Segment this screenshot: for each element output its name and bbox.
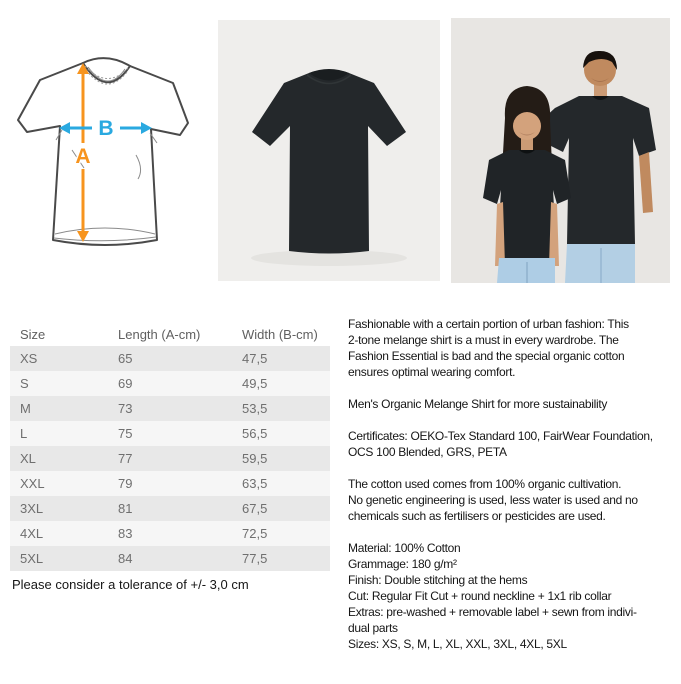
column-header-width: Width (B-cm)	[242, 326, 318, 342]
length-cell: 73	[118, 401, 133, 416]
column-header-length: Length (A-cm)	[118, 326, 201, 342]
table-row	[10, 396, 330, 421]
description-paragraph: Certificates: OEKO-Tex Standard 100, FairWear Foundation, OCS 100 Blended, GRS, PETA	[348, 429, 653, 459]
flatlay-photo	[218, 20, 440, 281]
table-row	[10, 521, 330, 546]
width-cell: 47,5	[242, 351, 268, 366]
table-row	[10, 346, 330, 371]
table-row	[10, 471, 330, 496]
size-cell: 5XL	[20, 551, 44, 566]
table-row	[10, 421, 330, 446]
black-tshirt-image	[218, 20, 440, 281]
column-header-size: Size	[20, 326, 46, 342]
size-cell: 4XL	[20, 526, 44, 541]
size-cell: 3XL	[20, 501, 44, 516]
size-diagram	[10, 50, 195, 250]
models-image	[451, 18, 670, 283]
width-label-b: B	[98, 117, 114, 140]
length-cell: 65	[118, 351, 133, 366]
length-cell: 69	[118, 376, 133, 391]
length-cell: 83	[118, 526, 133, 541]
tshirt-outline-shape	[18, 63, 188, 245]
length-label-a: A	[75, 145, 91, 168]
width-cell: 72,5	[242, 526, 268, 541]
width-cell: 77,5	[242, 551, 268, 566]
table-row	[10, 371, 330, 396]
table-row	[10, 546, 330, 571]
size-cell: L	[20, 426, 28, 441]
size-table-body	[10, 346, 330, 571]
width-cell: 56,5	[242, 426, 268, 441]
width-cell: 67,5	[242, 501, 268, 516]
size-table-header	[10, 322, 330, 346]
table-row	[10, 446, 330, 471]
description-paragraph: Men's Organic Melange Shirt for more sustainability	[348, 397, 608, 411]
black-tshirt-silhouette	[252, 70, 406, 254]
width-cell: 53,5	[242, 401, 268, 416]
size-table	[10, 322, 330, 571]
size-cell: XL	[20, 451, 36, 466]
length-cell: 77	[118, 451, 133, 466]
size-cell: XS	[20, 351, 38, 366]
product-description	[348, 316, 681, 652]
table-row	[10, 496, 330, 521]
width-cell: 59,5	[242, 451, 268, 466]
size-cell: S	[20, 376, 29, 391]
width-cell: 49,5	[242, 376, 268, 391]
length-cell: 81	[118, 501, 133, 516]
size-table-section	[10, 322, 330, 571]
description-paragraph: Material: 100% Cotton Grammage: 180 g/m² Finish: Double stitching at the hems Cut: Regular Fit Cut + round neckline + 1x1 rib collar Extras: pre-washed + removable label + sewn from indivi- dual parts Sizes: XS, S, M, L, XL, XXL, 3XL, 4XL, 5XL	[348, 541, 637, 651]
description-paragraph: The cotton used comes from 100% organic cultivation. No genetic engineering is used, less water is used and no chemicals such as fertilisers or pesticides are used.	[348, 477, 638, 523]
length-cell: 79	[118, 476, 133, 491]
length-cell: 84	[118, 551, 133, 566]
length-cell: 75	[118, 426, 133, 441]
size-cell: XXL	[20, 476, 45, 491]
width-cell: 63,5	[242, 476, 268, 491]
size-diagram-panel	[10, 50, 195, 250]
description-paragraph: Fashionable with a certain portion of urban fashion: This 2-tone melange shirt is a must in every wardrobe. The Fashion Essential is bad and the special organic cotton ensures optimal wearing comfort.	[348, 317, 629, 379]
size-cell: M	[20, 401, 31, 416]
models-photo	[451, 18, 670, 283]
tolerance-note: Please consider a tolerance of +/- 3,0 cm	[12, 577, 249, 592]
